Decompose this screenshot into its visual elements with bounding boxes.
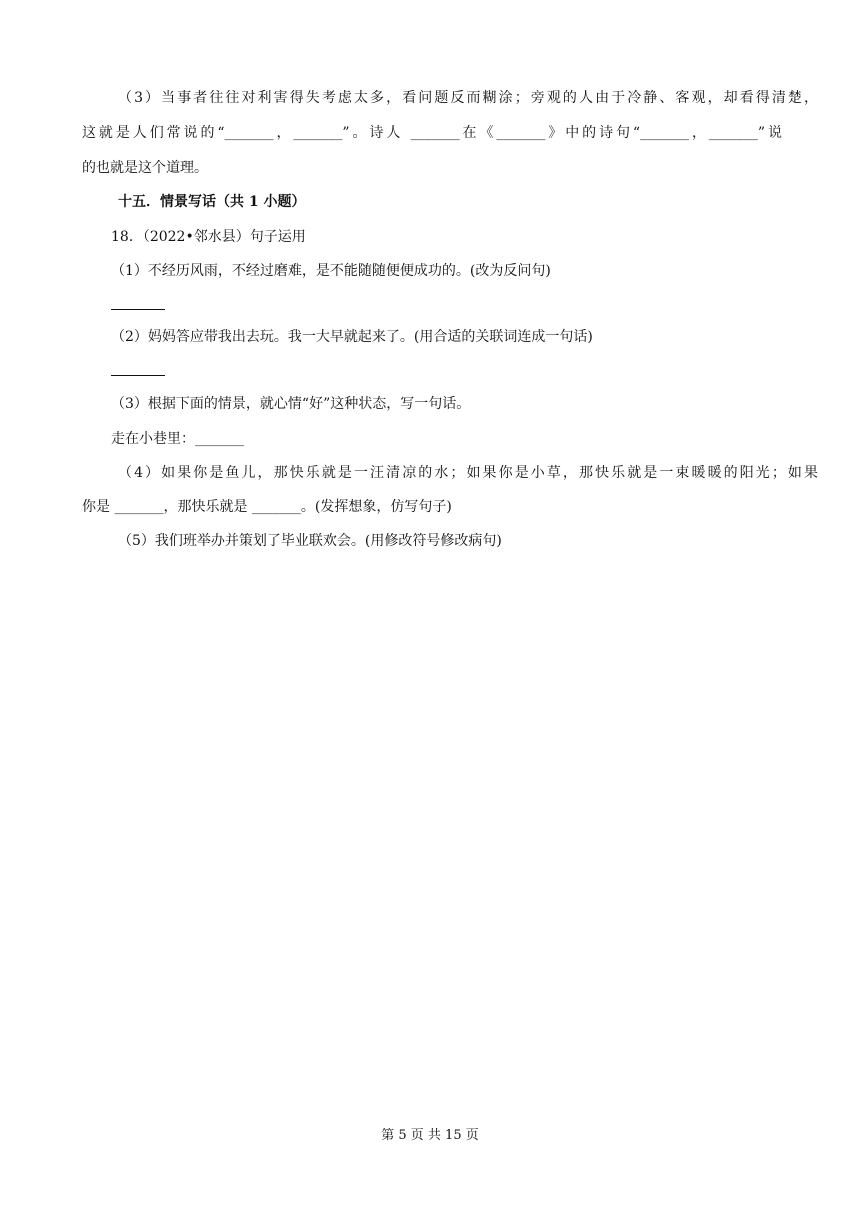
q17-part3-line3: 的也就是这个道理。 — [82, 160, 208, 176]
q17-part3-line2: 这就是人们常说的“_______，_______”。诗人 _______在《_______》中的诗句“_______，_______”说 — [82, 125, 782, 141]
answer-blank-2 — [111, 375, 165, 376]
q17-part3-line1: （3）当事者往往对利害得失考虑太多，看问题反而糊涂；旁观的人由于冷静、客观，却看得清楚， — [118, 90, 818, 106]
subquestion-4-line2: 你是 _______，那快乐就是 _______。(发挥想象，仿写句子) — [82, 499, 452, 515]
subquestion-1: （1）不经历风雨，不经过磨难，是不能随随便便成功的。(改为反问句) — [111, 263, 551, 279]
answer-blank-1 — [111, 309, 165, 310]
subquestion-2: （2）妈妈答应带我出去玩。我一大早就起来了。(用合适的关联词连成一句话) — [111, 329, 593, 345]
page-number-footer: 第 5 页 共 15 页 — [381, 1128, 479, 1143]
subquestion-4-line1: （4）如果你是鱼儿，那快乐就是一汪清凉的水；如果你是小草，那快乐就是一束暖暖的阳光；如果 — [118, 465, 818, 481]
subquestion-3-prompt: 走在小巷里：_______ — [111, 431, 244, 447]
section-heading: 十五．情景写话（共 1 小题） — [118, 194, 306, 210]
question-stem: 18．（2022•邻水县）句子运用 — [111, 229, 306, 245]
subquestion-5: （5）我们班举办并策划了毕业联欢会。(用修改符号修改病句) — [118, 533, 502, 549]
subquestion-3: （3）根据下面的情景，就心情“好”这种状态，写一句话。 — [111, 396, 471, 412]
